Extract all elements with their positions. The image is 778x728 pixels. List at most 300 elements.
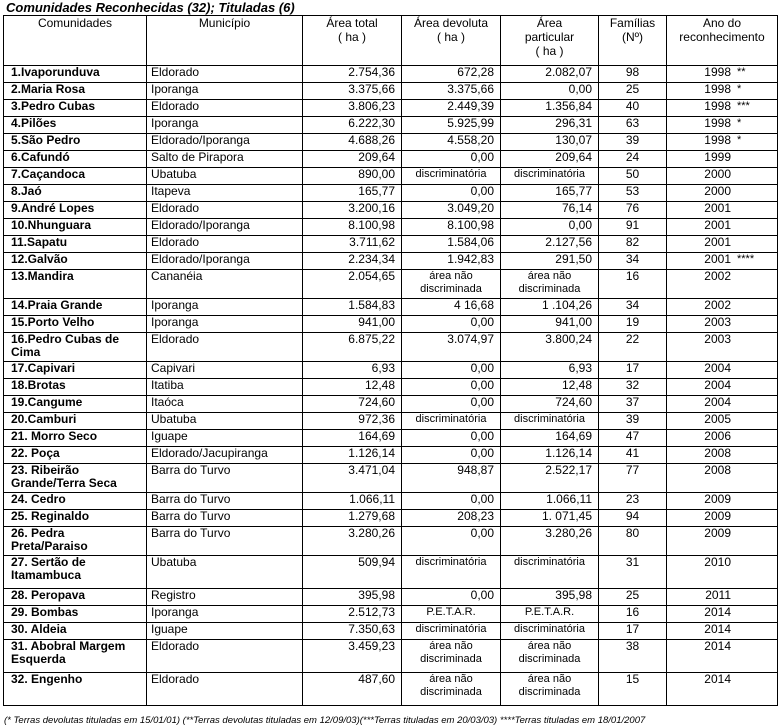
row-ano-value: 2004: [704, 361, 731, 375]
row-municipio: Eldorado: [147, 202, 303, 219]
row-ano-footnote-mark: *: [737, 134, 742, 146]
row-municipio: Itapeva: [147, 185, 303, 202]
row-comunidade: 9.André Lopes: [4, 202, 147, 219]
row-municipio: Iporanga: [147, 606, 303, 623]
row-comunidade: 17.Capivari: [4, 362, 147, 379]
footnote: (* Terras devolutas tituladas em 15/01/01) (**Terras devolutas tituladas em 12/09/03)(***Terras tituladas em 20/03/03) ****Terras tituladas em 18/01/2007: [4, 715, 646, 726]
table-row: [4, 413, 778, 430]
row-municipio: Ubatuba: [147, 413, 303, 430]
row-familias: 25: [599, 589, 667, 606]
row-area-total: 487,60: [303, 673, 402, 706]
table-row: [4, 589, 778, 606]
row-ano: [667, 556, 778, 589]
row-comunidade: 24. Cedro: [4, 493, 147, 510]
row-ano-footnote-mark: [731, 396, 737, 409]
row-comunidade: 3.Pedro Cubas: [4, 100, 147, 117]
row-area-particular: 130,07: [501, 134, 599, 151]
row-municipio: Iporanga: [147, 117, 303, 134]
row-area-total: 3.280,26: [303, 527, 402, 556]
header-ano: Ano do reconhecimento: [667, 16, 778, 66]
row-ano-footnote-mark: ****: [737, 253, 755, 265]
row-area-particular: discriminatória: [501, 413, 599, 430]
row-area-particular: 2.127,56: [501, 236, 599, 253]
row-area-devoluta: 0,00: [402, 185, 501, 202]
row-familias: 41: [599, 447, 667, 464]
row-ano: [667, 510, 778, 527]
row-ano: [667, 413, 778, 430]
row-ano-footnote-mark: [731, 640, 737, 653]
row-municipio: Eldorado/Iporanga: [147, 253, 303, 270]
row-ano-footnote-mark: [731, 168, 737, 181]
row-familias: 15: [599, 673, 667, 706]
communities-table: [3, 15, 778, 706]
row-municipio: Iporanga: [147, 316, 303, 333]
row-area-particular: 0,00: [501, 219, 599, 236]
row-ano-value: 2000: [704, 184, 731, 198]
row-familias: 98: [599, 66, 667, 83]
row-municipio: Itatiba: [147, 379, 303, 396]
row-ano-value: 2014: [704, 622, 731, 636]
row-area-total: 3.806,23: [303, 100, 402, 117]
row-ano: [667, 316, 778, 333]
row-ano: [667, 447, 778, 464]
row-ano-footnote-mark: [731, 202, 737, 215]
header-municipio: Município: [147, 16, 303, 66]
row-familias: 63: [599, 117, 667, 134]
row-area-total: 941,00: [303, 316, 402, 333]
row-ano: [667, 333, 778, 362]
row-ano-footnote-mark: [731, 270, 737, 283]
row-ano-value: 1998: [704, 99, 731, 113]
row-familias: 16: [599, 270, 667, 299]
row-comunidade: 4.Pilões: [4, 117, 147, 134]
row-area-particular: 12,48: [501, 379, 599, 396]
row-ano-footnote-mark: [731, 299, 737, 312]
row-comunidade: 31. Abobral Margem Esquerda: [4, 640, 147, 673]
row-comunidade: 1.Ivaporunduva: [4, 66, 147, 83]
row-ano-footnote-mark: *: [737, 117, 742, 129]
row-ano: [667, 202, 778, 219]
row-ano-value: 2003: [704, 332, 731, 346]
row-ano-value: 2008: [704, 446, 731, 460]
row-ano-value: 2011: [705, 588, 731, 602]
row-comunidade: 30. Aldeia: [4, 623, 147, 640]
row-ano-footnote-mark: [731, 527, 737, 540]
row-area-particular: 3.800,24: [501, 333, 599, 362]
row-ano-footnote-mark: [731, 589, 737, 602]
row-comunidade: 19.Cangume: [4, 396, 147, 413]
row-area-total: 7.350,63: [303, 623, 402, 640]
row-area-devoluta: 4.558,20: [402, 134, 501, 151]
row-ano-footnote-mark: [731, 556, 737, 569]
table-row: [4, 556, 778, 589]
table-row: [4, 447, 778, 464]
row-familias: 34: [599, 299, 667, 316]
row-area-total: 395,98: [303, 589, 402, 606]
table-row: [4, 299, 778, 316]
row-area-total: 2.234,34: [303, 253, 402, 270]
table-row: [4, 270, 778, 299]
row-ano-value: 2009: [704, 526, 731, 540]
row-municipio: Ubatuba: [147, 556, 303, 589]
row-familias: 80: [599, 527, 667, 556]
row-municipio: Salto de Pirapora: [147, 151, 303, 168]
row-ano: [667, 362, 778, 379]
row-familias: 77: [599, 464, 667, 493]
row-municipio: Eldorado: [147, 236, 303, 253]
header-area-particular: Área particular ( ha ): [501, 16, 599, 66]
row-comunidade: 27. Sertão de Itamambuca: [4, 556, 147, 589]
row-area-devoluta: 948,87: [402, 464, 501, 493]
table-row: [4, 510, 778, 527]
row-ano: [667, 100, 778, 117]
row-area-total: 3.459,23: [303, 640, 402, 673]
row-ano-footnote-mark: [731, 464, 737, 477]
table-row: [4, 151, 778, 168]
row-area-devoluta: 0,00: [402, 316, 501, 333]
row-area-particular: 296,31: [501, 117, 599, 134]
row-municipio: Eldorado: [147, 640, 303, 673]
row-area-total: 890,00: [303, 168, 402, 185]
row-ano-footnote-mark: **: [737, 66, 746, 78]
table-body: [4, 66, 778, 706]
row-ano-footnote-mark: [731, 362, 737, 375]
row-ano: [667, 168, 778, 185]
row-ano-value: 2006: [704, 429, 731, 443]
row-area-total: 165,77: [303, 185, 402, 202]
row-area-devoluta: 5.925,99: [402, 117, 501, 134]
table-row: [4, 493, 778, 510]
row-familias: 34: [599, 253, 667, 270]
row-area-devoluta: discriminatória: [402, 556, 501, 589]
table-row: [4, 202, 778, 219]
row-familias: 82: [599, 236, 667, 253]
row-ano-value: 2004: [704, 378, 731, 392]
row-ano: [667, 299, 778, 316]
row-comunidade: 5.São Pedro: [4, 134, 147, 151]
row-area-devoluta: 0,00: [402, 447, 501, 464]
row-comunidade: 21. Morro Seco: [4, 430, 147, 447]
row-area-particular: 724,60: [501, 396, 599, 413]
row-area-particular: 164,69: [501, 430, 599, 447]
row-ano-footnote-mark: [731, 606, 737, 619]
table-row: [4, 168, 778, 185]
row-ano-footnote-mark: [731, 185, 737, 198]
row-ano: [667, 673, 778, 706]
row-municipio: Eldorado: [147, 673, 303, 706]
row-ano-value: 2005: [704, 412, 731, 426]
row-ano-value: 2014: [704, 639, 731, 653]
row-area-particular: discriminatória: [501, 556, 599, 589]
row-ano: [667, 117, 778, 134]
row-ano-footnote-mark: [731, 219, 737, 232]
row-ano-footnote-mark: [731, 316, 737, 329]
row-area-total: 2.512,73: [303, 606, 402, 623]
row-ano-value: 1999: [704, 150, 731, 164]
row-familias: 25: [599, 83, 667, 100]
table-row: [4, 83, 778, 100]
row-familias: 16: [599, 606, 667, 623]
row-area-devoluta: 0,00: [402, 362, 501, 379]
row-ano: [667, 151, 778, 168]
header-row: [4, 16, 778, 66]
table-row: [4, 362, 778, 379]
row-ano-value: 1998: [704, 116, 731, 130]
row-municipio: Eldorado: [147, 333, 303, 362]
row-ano-footnote-mark: [731, 673, 737, 686]
row-ano: [667, 396, 778, 413]
row-ano-value: 1998: [704, 82, 731, 96]
table-row: [4, 316, 778, 333]
row-ano: [667, 66, 778, 83]
row-area-particular: 209,64: [501, 151, 599, 168]
row-comunidade: 11.Sapatu: [4, 236, 147, 253]
row-area-devoluta: discriminatória: [402, 413, 501, 430]
row-area-total: 1.126,14: [303, 447, 402, 464]
row-comunidade: 22. Poça: [4, 447, 147, 464]
row-comunidade: 13.Mandira: [4, 270, 147, 299]
row-familias: 50: [599, 168, 667, 185]
row-area-particular: 395,98: [501, 589, 599, 606]
row-familias: 39: [599, 413, 667, 430]
row-comunidade: 25. Reginaldo: [4, 510, 147, 527]
row-familias: 24: [599, 151, 667, 168]
row-ano-value: 2010: [704, 555, 731, 569]
row-ano-value: 2001: [704, 201, 731, 215]
row-municipio: Barra do Turvo: [147, 527, 303, 556]
row-area-devoluta: área não discriminada: [402, 640, 501, 673]
table-row: [4, 236, 778, 253]
row-area-particular: 1.356,84: [501, 100, 599, 117]
row-area-devoluta: área não discriminada: [402, 270, 501, 299]
row-familias: 17: [599, 362, 667, 379]
row-area-total: 724,60: [303, 396, 402, 413]
row-comunidade: 6.Cafundó: [4, 151, 147, 168]
row-area-devoluta: 0,00: [402, 527, 501, 556]
row-area-total: 2.054,65: [303, 270, 402, 299]
row-ano: [667, 430, 778, 447]
row-area-devoluta: 0,00: [402, 396, 501, 413]
row-familias: 91: [599, 219, 667, 236]
row-area-particular: P.E.T.A.R.: [501, 606, 599, 623]
row-area-total: 8.100,98: [303, 219, 402, 236]
row-familias: 47: [599, 430, 667, 447]
row-municipio: Iguape: [147, 430, 303, 447]
row-familias: 76: [599, 202, 667, 219]
row-ano: [667, 464, 778, 493]
row-ano: [667, 236, 778, 253]
row-area-particular: área não discriminada: [501, 640, 599, 673]
row-ano-value: 2002: [704, 269, 731, 283]
row-municipio: Barra do Turvo: [147, 493, 303, 510]
row-municipio: Eldorado: [147, 66, 303, 83]
row-familias: 37: [599, 396, 667, 413]
row-area-devoluta: 0,00: [402, 379, 501, 396]
row-ano-value: 2009: [704, 492, 731, 506]
row-municipio: Cananéia: [147, 270, 303, 299]
row-area-particular: 6,93: [501, 362, 599, 379]
row-municipio: Registro: [147, 589, 303, 606]
row-ano: [667, 589, 778, 606]
table-row: [4, 673, 778, 706]
row-ano: [667, 83, 778, 100]
row-ano: [667, 379, 778, 396]
row-area-particular: 941,00: [501, 316, 599, 333]
row-familias: 40: [599, 100, 667, 117]
row-area-devoluta: 0,00: [402, 430, 501, 447]
row-familias: 38: [599, 640, 667, 673]
row-comunidade: 20.Camburi: [4, 413, 147, 430]
row-ano: [667, 185, 778, 202]
row-area-particular: 1.066,11: [501, 493, 599, 510]
row-familias: 32: [599, 379, 667, 396]
row-ano-footnote-mark: [731, 430, 737, 443]
row-ano-value: 2014: [704, 605, 731, 619]
table-row: [4, 134, 778, 151]
row-municipio: Iporanga: [147, 83, 303, 100]
row-municipio: Eldorado: [147, 100, 303, 117]
row-ano-footnote-mark: *: [737, 83, 742, 95]
row-area-total: 6.875,22: [303, 333, 402, 362]
row-area-total: 509,94: [303, 556, 402, 589]
row-ano-value: 1998: [704, 133, 731, 147]
row-comunidade: 32. Engenho: [4, 673, 147, 706]
row-area-particular: 3.280,26: [501, 527, 599, 556]
row-ano-footnote-mark: [731, 623, 737, 636]
row-comunidade: 28. Peropava: [4, 589, 147, 606]
row-area-devoluta: 3.049,20: [402, 202, 501, 219]
row-municipio: Barra do Turvo: [147, 464, 303, 493]
table-row: [4, 66, 778, 83]
row-comunidade: 18.Brotas: [4, 379, 147, 396]
row-ano-footnote-mark: [731, 236, 737, 249]
row-municipio: Eldorado/Jacupiranga: [147, 447, 303, 464]
row-familias: 23: [599, 493, 667, 510]
header-area-total: Área total ( ha ): [303, 16, 402, 66]
row-area-total: 972,36: [303, 413, 402, 430]
header-comunidades: Comunidades: [4, 16, 147, 66]
row-area-devoluta: 0,00: [402, 589, 501, 606]
row-ano-value: 2014: [704, 672, 731, 686]
row-municipio: Iguape: [147, 623, 303, 640]
row-ano-footnote-mark: ***: [737, 100, 750, 112]
row-ano-value: 2002: [704, 298, 731, 312]
row-ano: [667, 270, 778, 299]
row-comunidade: 26. Pedra Preta/Paraiso: [4, 527, 147, 556]
row-area-total: 6,93: [303, 362, 402, 379]
row-area-devoluta: 1.942,83: [402, 253, 501, 270]
header-familias: Famílias (Nº): [599, 16, 667, 66]
table-row: [4, 464, 778, 493]
row-area-particular: 2.522,17: [501, 464, 599, 493]
table-row: [4, 185, 778, 202]
table-row: [4, 117, 778, 134]
row-area-devoluta: discriminatória: [402, 168, 501, 185]
row-area-particular: 291,50: [501, 253, 599, 270]
row-area-particular: 1. 071,45: [501, 510, 599, 527]
row-comunidade: 23. Ribeirão Grande/Terra Seca: [4, 464, 147, 493]
row-area-devoluta: área não discriminada: [402, 673, 501, 706]
header-area-devoluta: Área devoluta ( ha ): [402, 16, 501, 66]
row-area-particular: área não discriminada: [501, 673, 599, 706]
row-ano-value: 2001: [704, 252, 731, 266]
row-ano: [667, 493, 778, 510]
row-area-devoluta: 8.100,98: [402, 219, 501, 236]
table-row: [4, 606, 778, 623]
row-area-total: 3.711,62: [303, 236, 402, 253]
row-area-total: 2.754,36: [303, 66, 402, 83]
row-ano-value: 1998: [704, 65, 731, 79]
row-ano-footnote-mark: [731, 510, 737, 523]
table-row: [4, 623, 778, 640]
row-area-total: 3.375,66: [303, 83, 402, 100]
row-area-devoluta: 208,23: [402, 510, 501, 527]
row-familias: 22: [599, 333, 667, 362]
row-area-total: 3.471,04: [303, 464, 402, 493]
table-row: [4, 100, 778, 117]
row-ano: [667, 134, 778, 151]
row-area-devoluta: 0,00: [402, 151, 501, 168]
row-comunidade: 16.Pedro Cubas de Cima: [4, 333, 147, 362]
row-municipio: Eldorado/Iporanga: [147, 134, 303, 151]
row-area-total: 1.279,68: [303, 510, 402, 527]
row-municipio: Eldorado/Iporanga: [147, 219, 303, 236]
row-area-total: 6.222,30: [303, 117, 402, 134]
row-area-total: 3.200,16: [303, 202, 402, 219]
table-row: [4, 396, 778, 413]
row-ano: [667, 640, 778, 673]
table-row: [4, 379, 778, 396]
row-ano-value: 2003: [704, 315, 731, 329]
row-ano: [667, 606, 778, 623]
row-ano-value: 2001: [704, 235, 731, 249]
row-area-particular: 0,00: [501, 83, 599, 100]
row-area-total: 1.066,11: [303, 493, 402, 510]
row-municipio: Ubatuba: [147, 168, 303, 185]
row-ano: [667, 219, 778, 236]
table-row: [4, 527, 778, 556]
row-area-particular: 76,14: [501, 202, 599, 219]
row-familias: 94: [599, 510, 667, 527]
row-area-devoluta: 672,28: [402, 66, 501, 83]
row-ano: [667, 623, 778, 640]
row-area-devoluta: discriminatória: [402, 623, 501, 640]
row-ano-value: 2008: [704, 463, 731, 477]
row-familias: 19: [599, 316, 667, 333]
row-area-particular: 165,77: [501, 185, 599, 202]
row-municipio: Iporanga: [147, 299, 303, 316]
row-area-particular: discriminatória: [501, 623, 599, 640]
row-comunidade: 14.Praia Grande: [4, 299, 147, 316]
row-comunidade: 2.Maria Rosa: [4, 83, 147, 100]
row-familias: 39: [599, 134, 667, 151]
row-area-particular: discriminatória: [501, 168, 599, 185]
row-area-total: 1.584,83: [303, 299, 402, 316]
row-area-devoluta: 2.449,39: [402, 100, 501, 117]
row-ano-footnote-mark: [731, 413, 737, 426]
table-row: [4, 333, 778, 362]
row-comunidade: 7.Caçandoca: [4, 168, 147, 185]
row-ano-footnote-mark: [731, 379, 737, 392]
row-comunidade: 12.Galvão: [4, 253, 147, 270]
row-area-devoluta: P.E.T.A.R.: [402, 606, 501, 623]
table-row: [4, 253, 778, 270]
row-area-total: 164,69: [303, 430, 402, 447]
row-comunidade: 15.Porto Velho: [4, 316, 147, 333]
row-ano: [667, 527, 778, 556]
row-area-devoluta: 1.584,06: [402, 236, 501, 253]
row-comunidade: 8.Jaó: [4, 185, 147, 202]
